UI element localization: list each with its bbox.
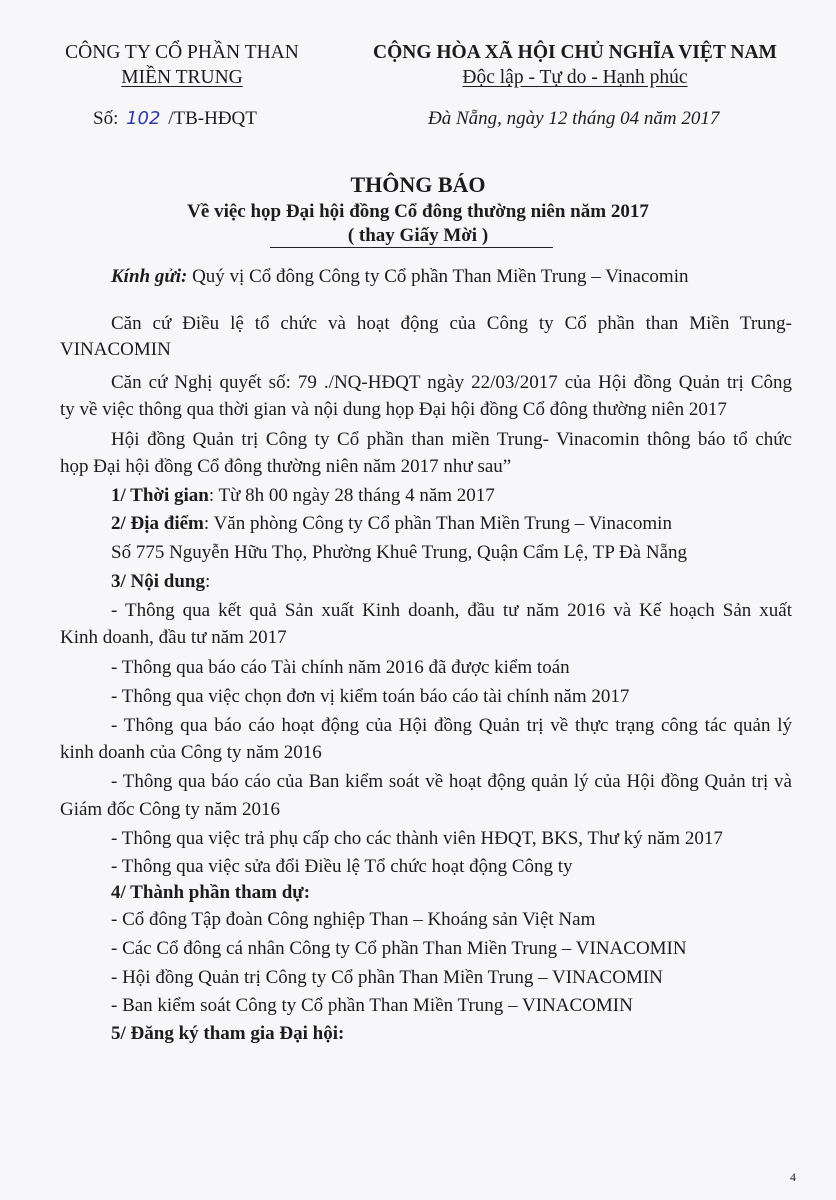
section-time [111, 485, 495, 507]
section-registration-label: 5/ Đăng ký tham gia Đại hội: [111, 1023, 345, 1044]
addressee-label: Kính gửi: [111, 266, 188, 287]
document-title: THÔNG BÁO [350, 172, 486, 197]
republic-motto: Độc lập - Tự do - Hạnh phúc [462, 67, 688, 88]
paragraph-1-line-2: VINACOMIN [60, 339, 171, 360]
content-item-4-line-1: - Thông qua báo cáo hoạt động của Hội đồng Quản trị về thực trạng công tác quản lý [111, 715, 792, 736]
content-item-2: - Thông qua báo cáo Tài chính năm 2016 đã được kiểm toán [111, 657, 570, 678]
content-item-5-line-2: Giám đốc Công ty năm 2016 [60, 799, 281, 820]
content-item-3: - Thông qua việc chọn đơn vị kiểm toán báo cáo tài chính năm 2017 [111, 686, 630, 707]
section-time-text: : Từ 8h 00 ngày 28 tháng 4 năm 2017 [208, 485, 495, 506]
place-date: Đà Nẵng, ngày 12 tháng 04 năm 2017 [428, 108, 720, 129]
section-time-label: 1/ Thời gian [111, 485, 209, 506]
docno-handwritten: 102 [126, 108, 161, 129]
content-item-1-line-1: - Thông qua kết quả Sản xuất Kinh doanh, đầu tư năm 2016 và Kế hoạch Sản xuất [111, 600, 792, 621]
venue-address: Số 775 Nguyễn Hữu Thọ, Phường Khuê Trung, Quận Cẩm Lệ, TP Đà Nẵng [111, 542, 688, 563]
document-subtitle: Về việc họp Đại hội đồng Cổ đông thường niên năm 2017 [187, 201, 649, 222]
attendee-item-3: - Hội đồng Quản trị Công ty Cổ phần Than Miền Trung – VINACOMIN [111, 967, 663, 988]
paragraph-2-line-1: Căn cứ Nghị quyết số: 79 ./NQ-HĐQT ngày 22/03/2017 của Hội đồng Quản trị Công [111, 372, 792, 393]
attendee-item-4: - Ban kiểm soát Công ty Cổ phần Than Miền Trung – VINACOMIN [111, 995, 633, 1016]
section-venue-text: : Văn phòng Công ty Cổ phần Than Miền Trung – Vinacomin [203, 513, 672, 534]
content-item-5-line-1: - Thông qua báo cáo của Ban kiểm soát về hoạt động quản lý của Hội đồng Quản trị và [111, 771, 792, 792]
page-number: 4 [790, 1170, 796, 1184]
national-motto [340, 40, 810, 90]
docno-prefix: Số: [93, 108, 119, 129]
company-line-1: CÔNG TY CỔ PHẦN THAN [65, 42, 299, 63]
title-underline [270, 247, 553, 248]
section-content [111, 571, 210, 593]
section-content-colon: : [204, 571, 211, 592]
content-item-1-line-2: Kinh doanh, đầu tư năm 2017 [60, 627, 287, 648]
content-item-7: - Thông qua việc sửa đổi Điều lệ Tổ chức hoạt động Công ty [111, 856, 573, 877]
attendee-item-2: - Các Cổ đông cá nhân Công ty Cổ phần Than Miền Trung – VINACOMIN [111, 938, 687, 959]
paragraph-3-line-1: Hội đồng Quản trị Công ty Cổ phần than miền Trung- Vinacomin thông báo tổ chức [111, 429, 792, 450]
section-content-label: 3/ Nội dung [111, 571, 205, 592]
company-line-2: MIỀN TRUNG [121, 67, 243, 88]
section-venue-label: 2/ Địa điểm [111, 513, 204, 534]
section-attendees-label: 4/ Thành phần tham dự: [111, 882, 311, 903]
paragraph-1-line-1: Căn cứ Điều lệ tổ chức và hoạt động của Công ty Cổ phần than Miền Trung- [111, 313, 792, 334]
addressee [111, 266, 688, 288]
content-item-4-line-2: kinh doanh của Công ty năm 2016 [60, 742, 322, 763]
attendee-item-1: - Cổ đông Tập đoàn Công nghiệp Than – Khoáng sản Việt Nam [111, 909, 596, 930]
addressee-text: Quý vị Cổ đông Công ty Cổ phần Than Miền Trung – Vinacomin [187, 266, 689, 287]
paragraph-3-line-2: họp Đại hội đồng Cổ đông thường niên năm 2017 như sau” [60, 456, 512, 477]
company-name [52, 40, 312, 90]
republic-name: CỘNG HÒA XÃ HỘI CHỦ NGHĨA VIỆT NAM [373, 42, 777, 63]
docno-suffix: /TB-HĐQT [168, 108, 257, 129]
document-subtitle-note: ( thay Giấy Mời ) [347, 225, 489, 246]
paragraph-2-line-2: ty về việc thông qua thời gian và nội dung họp Đại hội đồng Cổ đông thường niên 2017 [60, 399, 727, 420]
content-item-6: - Thông qua việc trả phụ cấp cho các thành viên HĐQT, BKS, Thư ký năm 2017 [111, 828, 723, 849]
document-number [93, 108, 257, 130]
section-venue [111, 513, 672, 535]
